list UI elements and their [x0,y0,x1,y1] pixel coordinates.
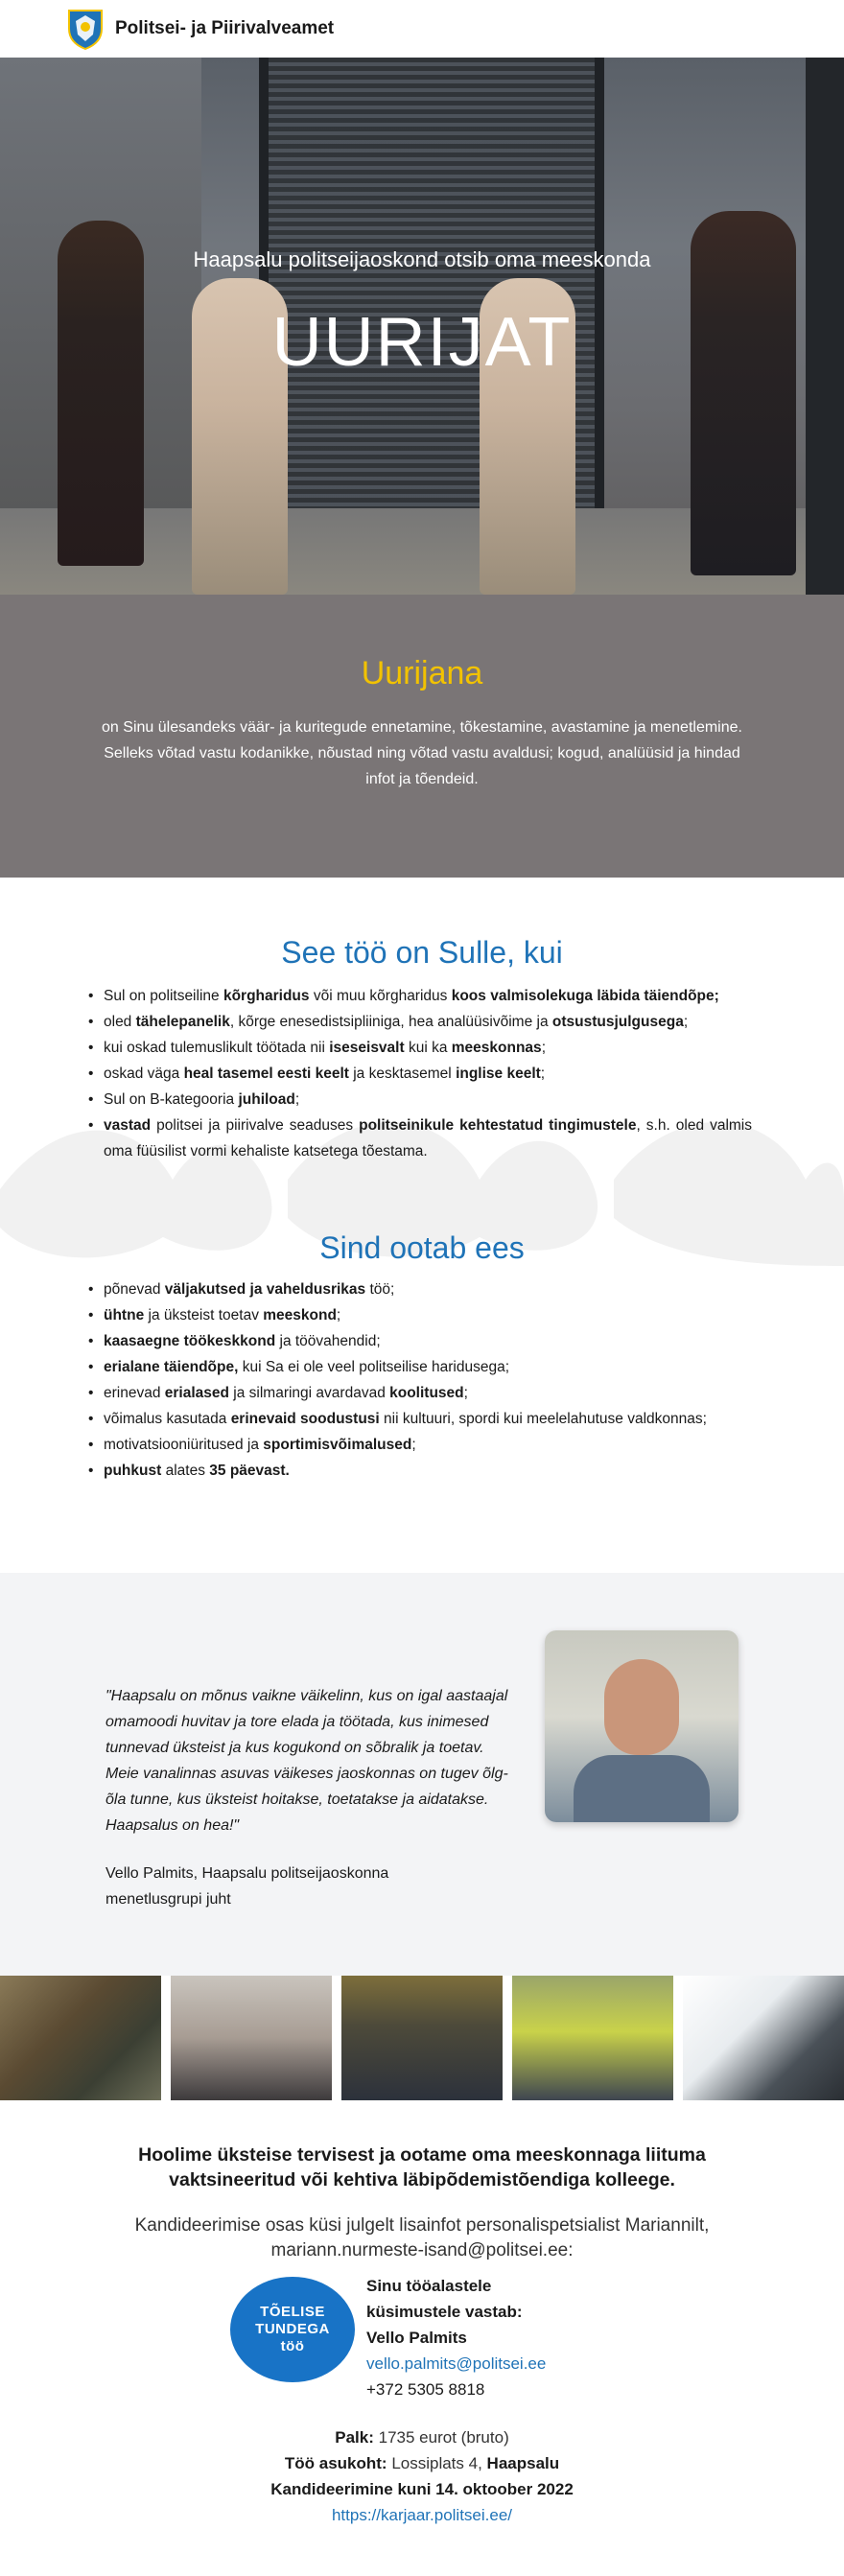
list-item-text: Sul on B-kategooria [104,1091,239,1108]
location-label: Töö asukoht: [284,2454,387,2472]
list-item-text: kui oskad tulemuslikult töötada nii [104,1040,330,1056]
list-item-emphasis: kõrgharidus [223,988,310,1004]
list-item-text: oled [104,1014,136,1030]
requirements-list [88,983,752,1164]
hr-contact-email[interactable]: mariann.nurmeste-isand@politsei.ee: [270,2240,574,2260]
list-item-text: alates [161,1463,210,1479]
hero-title: UURIJAT [271,304,573,381]
role-description [96,714,748,792]
job-contact-intro: Sinu tööalastele küsimustele vastab: [366,2277,523,2321]
badge-text: TUNDEGA [255,2321,330,2337]
vaccination-notice [96,2143,748,2192]
list-item-text: ja silmaringi avardavad [228,1385,390,1401]
site-header [0,0,844,58]
badge-text: töö [280,2338,305,2354]
list-item-text: kui ka [404,1040,452,1056]
list-item [88,1328,752,1354]
photo-police-dog [0,1976,161,2100]
list-item-text: , s.h. oled valmis oma füüsilist vormi kehaliste katsetega tõestama. [104,1117,752,1159]
hero-banner [0,58,844,595]
list-item-text: ja üksteist toetav [144,1307,264,1323]
job-facts [0,2424,844,2528]
list-item-emphasis: meeskonnas [451,1040,542,1056]
org-name: Politsei- ja Piirivalveamet [115,18,335,38]
job-contact-email-link[interactable]: vello.palmits@politsei.ee [366,2354,547,2373]
list-item-text: ja kesktasemel [348,1066,457,1082]
hr-contact-line: Kandideerimise osas küsi julgelt lisainfot personalispetsialist Mariannilt, [134,2215,710,2236]
list-item-emphasis: politseinikule kehtestatud tingimustele [359,1117,637,1134]
list-item-text: võimalus kasutada [104,1411,231,1427]
list-item-text: ; [541,1040,546,1056]
list-item-text: ; [294,1091,300,1108]
list-item-emphasis: kaasaegne töökeskkond [104,1333,276,1349]
hero-subtitle: Haapsalu politseijaoskond otsib oma meeskonda [193,247,651,271]
photo-patrol-officers [512,1976,673,2100]
benefits-list [88,1276,752,1484]
job-contact-phone: +372 5305 8818 [366,2380,485,2399]
photo-helicopter-pilot [683,1976,844,2100]
list-item-emphasis: erialane täiendõpe, [104,1359,239,1375]
quote-section [0,1573,844,1976]
list-item-emphasis: juhiload [238,1091,295,1108]
salary-label: Palk: [335,2428,374,2447]
hero-person-man-left [58,221,144,566]
list-item-text: nii kultuuri, spordi kui meelelahutuse valdkonnas; [379,1411,707,1427]
list-item [88,1035,752,1061]
list-item-emphasis: heal tasemel eesti keelt [183,1066,349,1082]
role-description-line: Selleks võtad vastu kodanikke, nõustad ning võtad vastu avaldusi; kogud, analüüsid ja hindad infot ja tõendeid. [104,745,740,787]
list-item-emphasis: puhkust [104,1463,162,1479]
photo-team-portrait [171,1976,332,2100]
role-description-line: on Sinu ülesandeks väär- ja kuritegude ennetamine, tõkestamine, avastamine ja menetlemine. [102,719,742,736]
list-item [88,1354,752,1380]
list-item [88,1380,752,1406]
list-item-emphasis: 35 päevast. [209,1463,290,1479]
police-crest-icon[interactable] [67,8,104,50]
vaccination-notice-line: Hoolime üksteise tervisest ja ootame oma meeskonnaga liituma [138,2144,706,2166]
list-item-emphasis: tähelepanelik [135,1014,230,1030]
list-item-text: ja töövahendid; [275,1333,381,1349]
list-item-text: erinevad [104,1385,165,1401]
list-item-emphasis: sportimisvõimalused [263,1437,412,1453]
career-link-row [0,2502,844,2528]
list-item [88,1458,752,1484]
list-item-emphasis: koos valmisolekuga läbida täiendõpe; [451,988,719,1004]
list-item [88,1276,752,1302]
role-section [0,595,844,878]
portrait-shirt [574,1755,710,1822]
brand-badge-icon [230,2277,355,2382]
list-item-text: politsei ja piirivalve seaduses [151,1117,360,1134]
list-item [88,1061,752,1087]
list-item [88,983,752,1009]
deadline-label: Kandideerimine kuni [270,2480,432,2498]
requirements-title: See töö on Sulle, kui [281,935,563,970]
list-item-text: töö; [365,1281,395,1298]
application-footer [0,2100,844,2576]
list-item [88,1009,752,1035]
list-item-text: , kõrge enesedistsipliiniga, hea analüüsivõime ja [229,1014,552,1030]
portrait-face [604,1659,679,1755]
deadline-value: 14. oktoober 2022 [435,2480,574,2498]
list-item-text: kui Sa ei ole veel politseilise haridusega; [238,1359,510,1375]
list-item-emphasis: väljakutsed ja vaheldusrikas [164,1281,366,1298]
list-item-text: ; [463,1385,468,1401]
job-contact-name: Vello Palmits [366,2329,467,2347]
location-city: Haapsalu [486,2454,560,2472]
vaccination-notice-line: vaktsineeritud või kehtiva läbipõdemistõendiga kolleege. [169,2169,675,2190]
hr-contact [96,2213,748,2263]
list-item-emphasis: erinevaid soodustusi [230,1411,380,1427]
list-item-text: ; [540,1066,546,1082]
list-item [88,1112,752,1164]
location-row [0,2450,844,2476]
testimonial-author-line: menetlusgrupi juht [106,1891,231,1908]
salary-value: 1735 eurot (bruto) [378,2428,509,2447]
list-item-emphasis: otsustusjulgusega [551,1014,684,1030]
list-item-emphasis: meeskond [263,1307,337,1323]
list-item-emphasis: inglise keelt [456,1066,541,1082]
deadline-row [0,2476,844,2502]
list-item-emphasis: ühtne [104,1307,145,1323]
list-item [88,1087,752,1112]
testimonial-portrait [545,1630,738,1822]
list-item-text: põnevad [104,1281,165,1298]
role-title: Uurijana [361,655,483,691]
list-item-text: ; [411,1437,416,1453]
photo-strip [0,1976,844,2100]
testimonial-author-line: Vello Palmits, Haapsalu politseijaoskonna [106,1865,389,1882]
list-item-text: motivatsiooniüritused ja [104,1437,264,1453]
list-item-emphasis: iseseisvalt [329,1040,405,1056]
list-item-emphasis: koolitused [389,1385,464,1401]
benefits-title: Sind ootab ees [319,1230,525,1265]
photo-officers-with-child [341,1976,503,2100]
list-item [88,1302,752,1328]
list-item [88,1406,752,1432]
list-item-text: oskad väga [104,1066,184,1082]
testimonial-author [106,1861,451,1912]
location-value: Lossiplats 4, [391,2454,482,2472]
list-item-text: ; [336,1307,341,1323]
testimonial-quote: "Haapsalu on mõnus vaikne väikelinn, kus on igal aastaajal omamoodi huvitav ja tore elada ja töötada, kus inimesed tunnevad üksteist ja kus kogukond on sõbralik ja toetav. Meie vanalinnas asuvas väikeses jaoskonnas on tugev õlg-õla tunne, kus üksteist hoitakse, toetatakse ja aidatakse. Haapsalus on hea!" [106,1688,508,1834]
career-site-link[interactable]: https://karjaar.politsei.ee/ [331,2506,513,2524]
list-item [88,1432,752,1458]
salary-row [0,2424,844,2450]
list-item-emphasis: erialased [164,1385,229,1401]
list-item-text: Sul on politseiline [104,988,223,1004]
list-item-text: ; [683,1014,689,1030]
badge-text: TÕELISE [260,2304,325,2320]
list-item-text: või muu kõrgharidus [309,988,452,1004]
job-contact [366,2273,577,2402]
list-item-emphasis: vastad [104,1117,152,1134]
